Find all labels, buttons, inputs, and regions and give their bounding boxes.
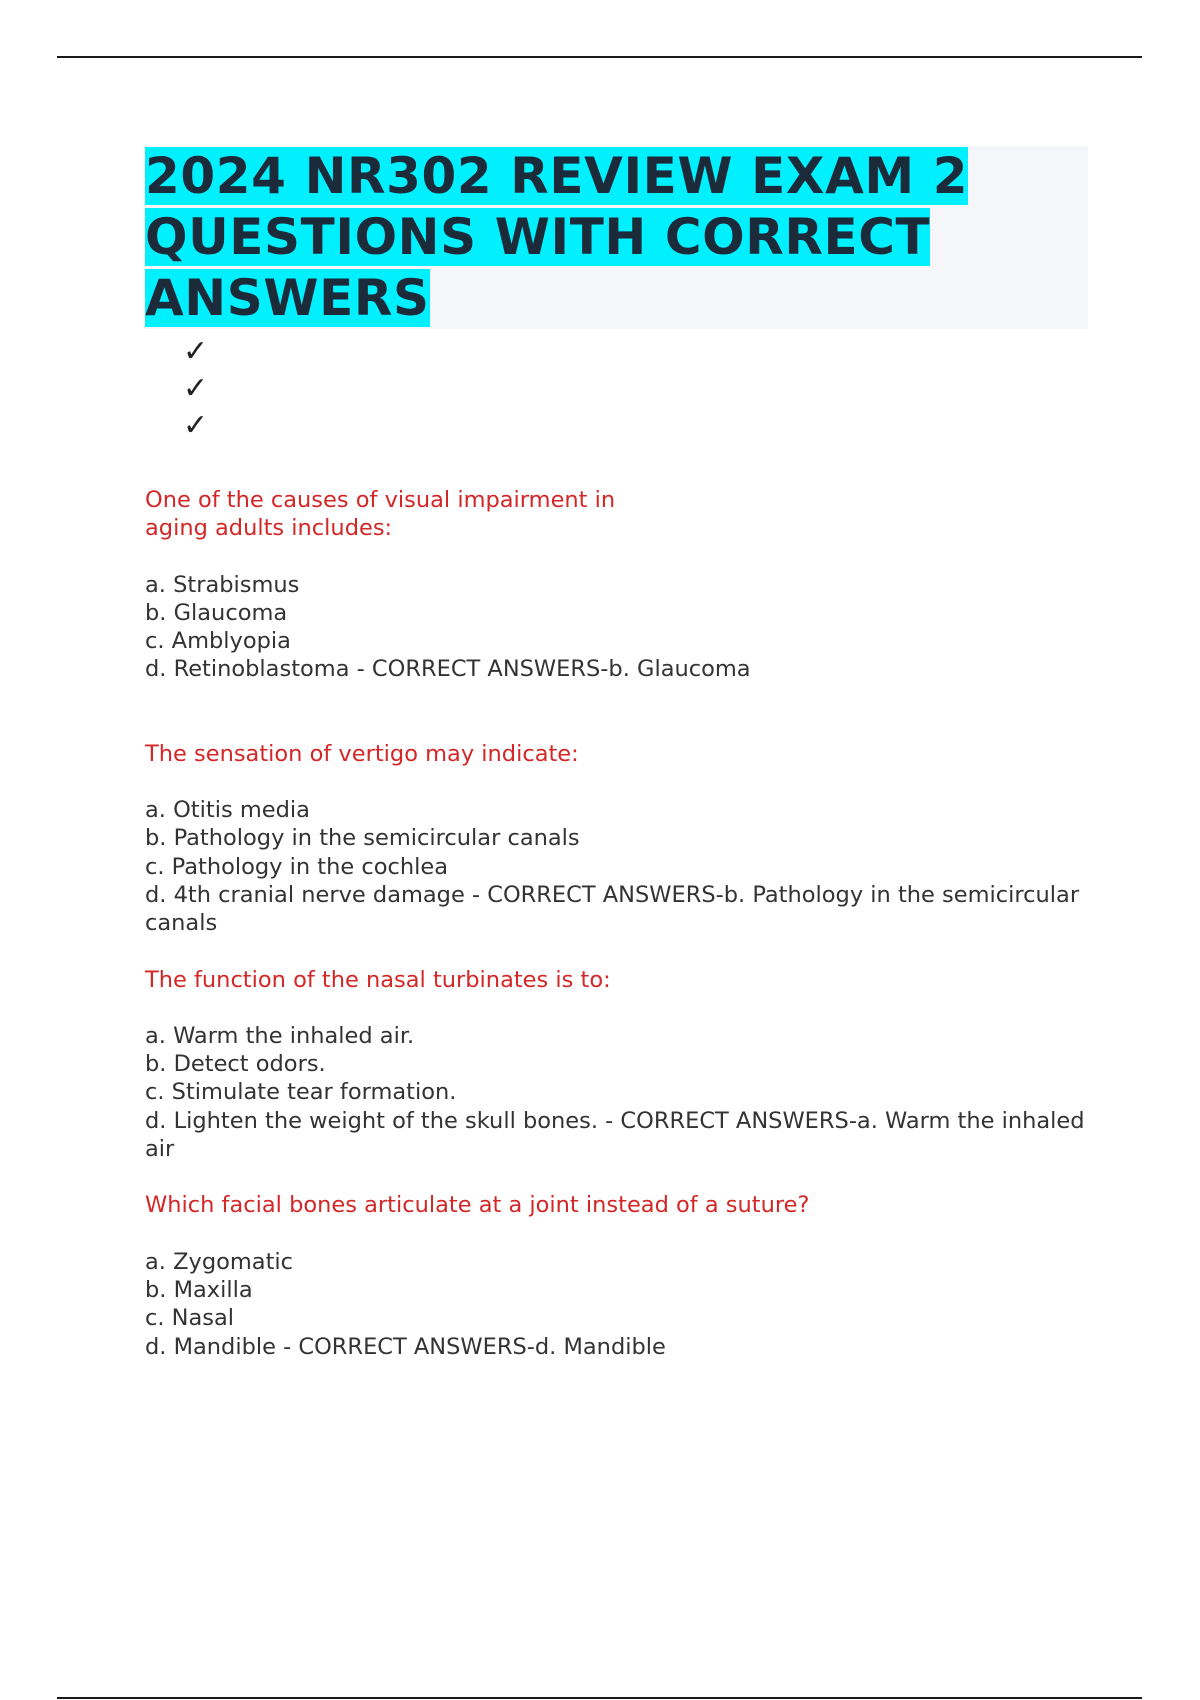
question-block-1 bbox=[145, 486, 1090, 684]
document-body bbox=[145, 146, 1090, 1361]
answer-option: a. Warm the inhaled air. bbox=[145, 1022, 415, 1049]
answer-option: a. Otitis media bbox=[145, 797, 310, 824]
answer-option: c. Amblyopia bbox=[145, 628, 291, 655]
answer-option-with-correct-answer: d. 4th cranial nerve damage - CORRECT ANSWERS-b. Pathology in the semicircular canals bbox=[145, 881, 1080, 937]
top-rule bbox=[57, 56, 1142, 58]
answer-option: a. Strabismus bbox=[145, 571, 300, 598]
checkmark-icon: ✓ bbox=[183, 408, 209, 443]
bottom-rule bbox=[57, 1697, 1142, 1699]
title-line-2: QUESTIONS WITH CORRECT bbox=[145, 208, 931, 266]
checkmark-list bbox=[183, 333, 1090, 444]
question-block-4 bbox=[145, 1191, 1090, 1360]
answer-options bbox=[145, 571, 1090, 684]
answer-option: b. Detect odors. bbox=[145, 1051, 326, 1078]
answer-option-with-correct-answer: d. Mandible - CORRECT ANSWERS-d. Mandible bbox=[145, 1333, 666, 1360]
answer-option: b. Maxilla bbox=[145, 1276, 253, 1303]
checkmark-icon: ✓ bbox=[183, 334, 209, 369]
answer-option: b. Glaucoma bbox=[145, 599, 288, 626]
answer-option: a. Zygomatic bbox=[145, 1248, 294, 1275]
question-block-2 bbox=[145, 740, 1090, 938]
title-line-3: ANSWERS bbox=[145, 269, 430, 327]
answer-option: c. Nasal bbox=[145, 1305, 235, 1332]
title-block bbox=[145, 146, 1088, 329]
answer-option: b. Pathology in the semicircular canals bbox=[145, 825, 580, 852]
answer-options bbox=[145, 1248, 1090, 1361]
question-prompt: The sensation of vertigo may indicate: bbox=[145, 740, 579, 767]
question-prompt: One of the causes of visual impairment in aging adults includes: bbox=[145, 487, 616, 542]
answer-option: c. Pathology in the cochlea bbox=[145, 853, 449, 880]
answer-options bbox=[145, 1022, 1090, 1163]
answer-option: c. Stimulate tear formation. bbox=[145, 1079, 457, 1106]
question-block-3 bbox=[145, 966, 1090, 1164]
question-prompt: The function of the nasal turbinates is to: bbox=[145, 966, 611, 993]
answer-options bbox=[145, 796, 1090, 937]
question-prompt: Which facial bones articulate at a joint instead of a suture? bbox=[145, 1192, 810, 1219]
answer-option-with-correct-answer: d. Lighten the weight of the skull bones. - CORRECT ANSWERS-a. Warm the inhaled air bbox=[145, 1107, 1085, 1163]
title-line-1: 2024 NR302 REVIEW EXAM 2 bbox=[145, 147, 969, 205]
answer-option-with-correct-answer: d. Retinoblastoma - CORRECT ANSWERS-b. Glaucoma bbox=[145, 656, 751, 683]
checkmark-icon: ✓ bbox=[183, 371, 209, 406]
